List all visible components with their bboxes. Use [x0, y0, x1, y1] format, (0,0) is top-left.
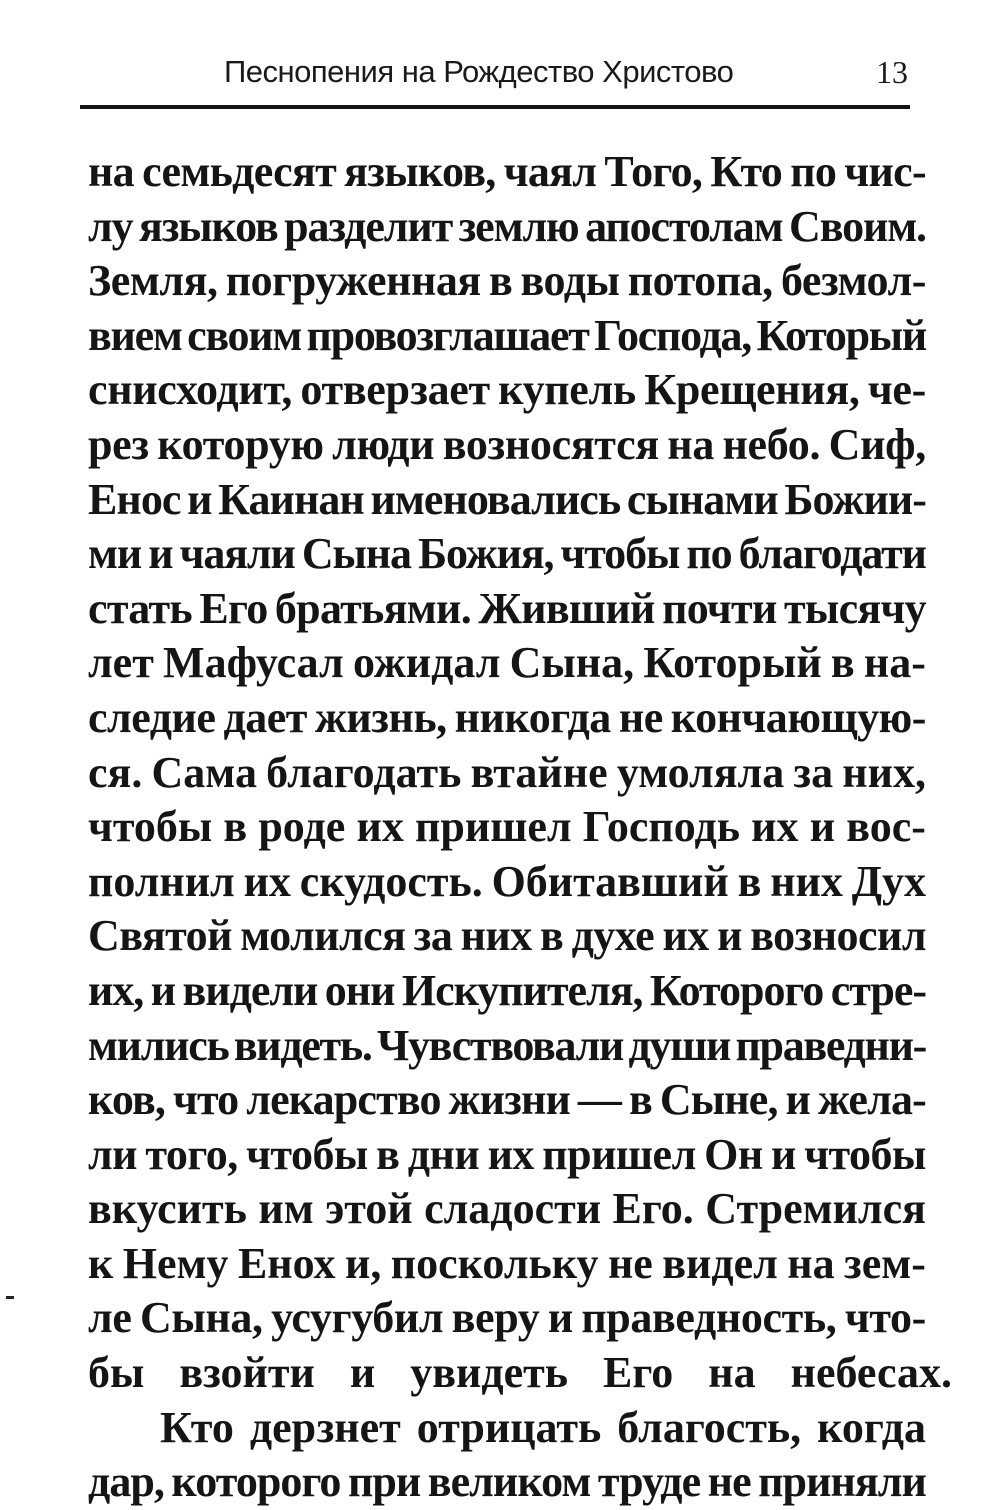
word: праведность,	[581, 1293, 837, 1343]
word: Его.	[612, 1184, 694, 1234]
word: ле	[88, 1293, 132, 1343]
word: небесах.	[790, 1348, 953, 1398]
text-line	[88, 582, 926, 637]
word: возносил	[750, 911, 926, 961]
word: жизни	[448, 1075, 570, 1125]
text-line-paragraph-end	[88, 1346, 953, 1401]
word: них,	[842, 747, 926, 797]
word: усугубил	[271, 1293, 444, 1343]
word: их	[662, 911, 709, 961]
word: их	[751, 802, 799, 852]
word: чтобы	[804, 1129, 926, 1179]
word: Енох	[237, 1238, 336, 1288]
word: Обитавший	[491, 856, 729, 906]
word: жела-	[817, 1075, 926, 1125]
word: тысячу	[783, 583, 926, 633]
word: в	[540, 911, 564, 961]
word: Которого	[649, 965, 824, 1015]
word: того,	[145, 1129, 238, 1179]
word: Сына	[301, 529, 411, 579]
word: труде	[597, 1457, 701, 1507]
word: братьями.	[274, 583, 472, 633]
word: Крещения,	[644, 365, 860, 415]
word: и	[187, 474, 212, 524]
word: кончающую-	[670, 692, 926, 742]
text-line	[88, 1019, 926, 1074]
word: сладости	[424, 1184, 602, 1234]
word: чис-	[844, 147, 926, 196]
word: которую	[157, 419, 324, 469]
word: благодати	[738, 529, 926, 579]
word: втайне	[470, 747, 608, 797]
word: провозглашает	[306, 310, 589, 360]
word: и	[809, 802, 836, 852]
word: по	[686, 529, 732, 579]
word: чаяли	[179, 529, 295, 579]
word: Кто	[710, 147, 783, 196]
text-line	[88, 800, 926, 855]
word: Кто	[160, 1402, 234, 1452]
word: люди	[332, 419, 435, 469]
word: не	[707, 1457, 751, 1507]
word: безмол-	[780, 256, 926, 306]
word: рез	[88, 419, 149, 469]
word: разделит	[284, 201, 453, 251]
text-line	[88, 855, 926, 910]
word: лу	[88, 201, 133, 251]
word: вос-	[846, 802, 926, 852]
word: и	[771, 1129, 796, 1179]
text-line	[88, 1128, 926, 1183]
word: апостолам	[585, 201, 783, 251]
word: и	[150, 965, 176, 1015]
word: Его	[603, 1348, 674, 1398]
word: ми	[88, 529, 142, 579]
word: Стремился	[705, 1184, 926, 1234]
word: Земля,	[88, 256, 218, 306]
word: по	[790, 147, 837, 196]
word: Сына,	[509, 638, 635, 688]
word: ся.	[88, 747, 143, 797]
word: бы	[88, 1348, 145, 1398]
text-line	[88, 691, 926, 746]
word: Божия,	[418, 529, 554, 579]
word: видеть.	[233, 1020, 372, 1070]
word: в	[376, 1129, 400, 1179]
word: на	[88, 147, 134, 196]
word: языков	[139, 201, 278, 251]
word: стать	[88, 583, 192, 633]
word: в	[628, 1075, 652, 1125]
word: скудость.	[299, 856, 483, 906]
word: Божии-	[784, 474, 926, 524]
word: взойти	[179, 1348, 315, 1398]
word: в	[223, 802, 248, 852]
word: потопа,	[627, 256, 773, 306]
word: Господа,	[594, 310, 751, 360]
word: души	[628, 1020, 731, 1070]
word: чтобы	[88, 802, 213, 852]
word: на-	[863, 638, 926, 688]
word: отрицать	[416, 1402, 602, 1452]
text-line	[88, 1182, 926, 1237]
word: Искупителя,	[401, 965, 643, 1015]
word: пришел	[542, 1129, 696, 1179]
word: на	[667, 419, 715, 469]
word: великом	[427, 1457, 591, 1507]
word: Он	[704, 1129, 763, 1179]
word: в	[737, 856, 762, 906]
word: вием	[88, 310, 182, 360]
word: увидеть	[410, 1348, 569, 1398]
word: Каинан	[218, 474, 364, 524]
word: духе	[571, 911, 655, 961]
word: них	[460, 911, 532, 961]
text-line	[88, 363, 926, 418]
word: что	[172, 1075, 239, 1125]
word: чтобы	[560, 529, 680, 579]
text-line	[88, 1073, 926, 1128]
word: видел	[662, 1238, 778, 1288]
text-line	[88, 1291, 926, 1346]
body-text	[88, 145, 953, 1510]
text-line	[88, 309, 926, 364]
word: ли	[88, 1129, 138, 1179]
word: на	[708, 1348, 756, 1398]
word: погруженная	[225, 256, 481, 306]
word: что-	[844, 1293, 926, 1343]
word: и	[547, 1293, 573, 1343]
word: дает	[223, 692, 307, 742]
word: праведни-	[735, 1020, 926, 1070]
word: при	[347, 1457, 421, 1507]
word: роде	[258, 802, 346, 852]
word: лет	[88, 638, 154, 688]
text-line	[88, 1237, 926, 1292]
word: никогда	[454, 692, 611, 742]
word: Сама	[151, 747, 257, 797]
word: к	[88, 1238, 114, 1288]
word: в	[488, 256, 513, 306]
word: не	[618, 692, 663, 742]
word: дерзнет	[249, 1402, 401, 1452]
word: за	[793, 747, 834, 797]
word: лекарство	[246, 1075, 441, 1125]
word: и	[148, 529, 173, 579]
word: благодать	[266, 747, 462, 797]
word: Святой	[88, 911, 232, 961]
text-line	[88, 527, 926, 582]
word: их,	[88, 965, 144, 1015]
word: их	[243, 856, 291, 906]
word: молился	[240, 911, 406, 961]
word: чаял	[503, 147, 597, 196]
word: в	[830, 638, 855, 688]
text-line	[88, 636, 926, 691]
word: Енос	[88, 474, 181, 524]
text-line	[88, 254, 926, 309]
word: благость,	[617, 1402, 802, 1452]
word: они	[324, 965, 395, 1015]
running-title: Песнопения на Рождество Христово	[224, 54, 734, 89]
word: и	[785, 1075, 811, 1125]
word: семьдесят	[142, 147, 337, 196]
word: своим	[187, 310, 302, 360]
word: не	[607, 1238, 653, 1288]
word: отверзает	[300, 365, 490, 415]
word: Своим.	[789, 201, 926, 251]
text-line-paragraph-start	[88, 1401, 926, 1456]
text-line	[88, 418, 926, 473]
word: следие	[88, 692, 216, 742]
word: Того,	[604, 147, 703, 196]
page-number: 13	[876, 54, 908, 90]
word: Сиф,	[828, 419, 926, 469]
margin-mark	[6, 1296, 14, 1299]
text-line	[88, 1455, 926, 1510]
word: именовались	[370, 474, 621, 524]
word: землю	[458, 201, 579, 251]
word: воды	[520, 256, 620, 306]
word: за	[413, 911, 453, 961]
word: че-	[867, 365, 926, 415]
word: мились	[88, 1020, 229, 1070]
word: и	[349, 1348, 376, 1398]
word: ожидал	[352, 638, 501, 688]
word: Чувствовали	[376, 1020, 624, 1070]
running-head	[180, 48, 908, 96]
word: веру	[451, 1293, 540, 1343]
word: Сына,	[139, 1293, 263, 1343]
word: на	[787, 1238, 835, 1288]
word: дни	[407, 1129, 480, 1179]
word: зем-	[844, 1238, 926, 1288]
word: Господь	[582, 802, 740, 852]
word: дар,	[88, 1457, 164, 1507]
word: им	[258, 1184, 314, 1234]
text-line	[88, 746, 926, 801]
text-line	[88, 200, 926, 255]
text-line	[88, 145, 926, 200]
word: Его	[199, 583, 268, 633]
text-line	[88, 473, 926, 528]
word: чтобы	[246, 1129, 368, 1179]
word: Сыне,	[659, 1075, 778, 1125]
word: вкусить	[88, 1184, 247, 1234]
word: и	[717, 911, 742, 961]
header-rule	[80, 105, 910, 109]
word: Который	[756, 310, 926, 360]
word: поскольку	[390, 1238, 599, 1288]
word: этой	[325, 1184, 413, 1234]
word: ков,	[88, 1075, 166, 1125]
word: языков,	[344, 147, 496, 196]
word: Который	[643, 638, 822, 688]
word: них	[770, 856, 843, 906]
word: когда	[817, 1402, 926, 1452]
word: Дух	[851, 856, 926, 906]
word: стре-	[830, 965, 926, 1015]
word: Нему	[122, 1238, 229, 1288]
word: сынами	[626, 474, 778, 524]
word: почти	[662, 583, 777, 633]
word: небо.	[722, 419, 821, 469]
word: их	[356, 802, 404, 852]
word: возносятся	[442, 419, 659, 469]
word: Живший	[478, 583, 655, 633]
word: видели	[182, 965, 318, 1015]
word: умоляла	[616, 747, 785, 797]
word: снисходит,	[88, 365, 293, 415]
word: приняли	[758, 1457, 926, 1507]
word: жизнь,	[314, 692, 447, 742]
word: пришел	[415, 802, 572, 852]
word: полнил	[88, 856, 235, 906]
word: —	[577, 1075, 622, 1125]
word: которого	[171, 1457, 341, 1507]
text-line	[88, 909, 926, 964]
word: купель	[498, 365, 636, 415]
text-line	[88, 964, 926, 1019]
word: и,	[344, 1238, 382, 1288]
word: Мафусал	[163, 638, 344, 688]
word: их	[487, 1129, 534, 1179]
